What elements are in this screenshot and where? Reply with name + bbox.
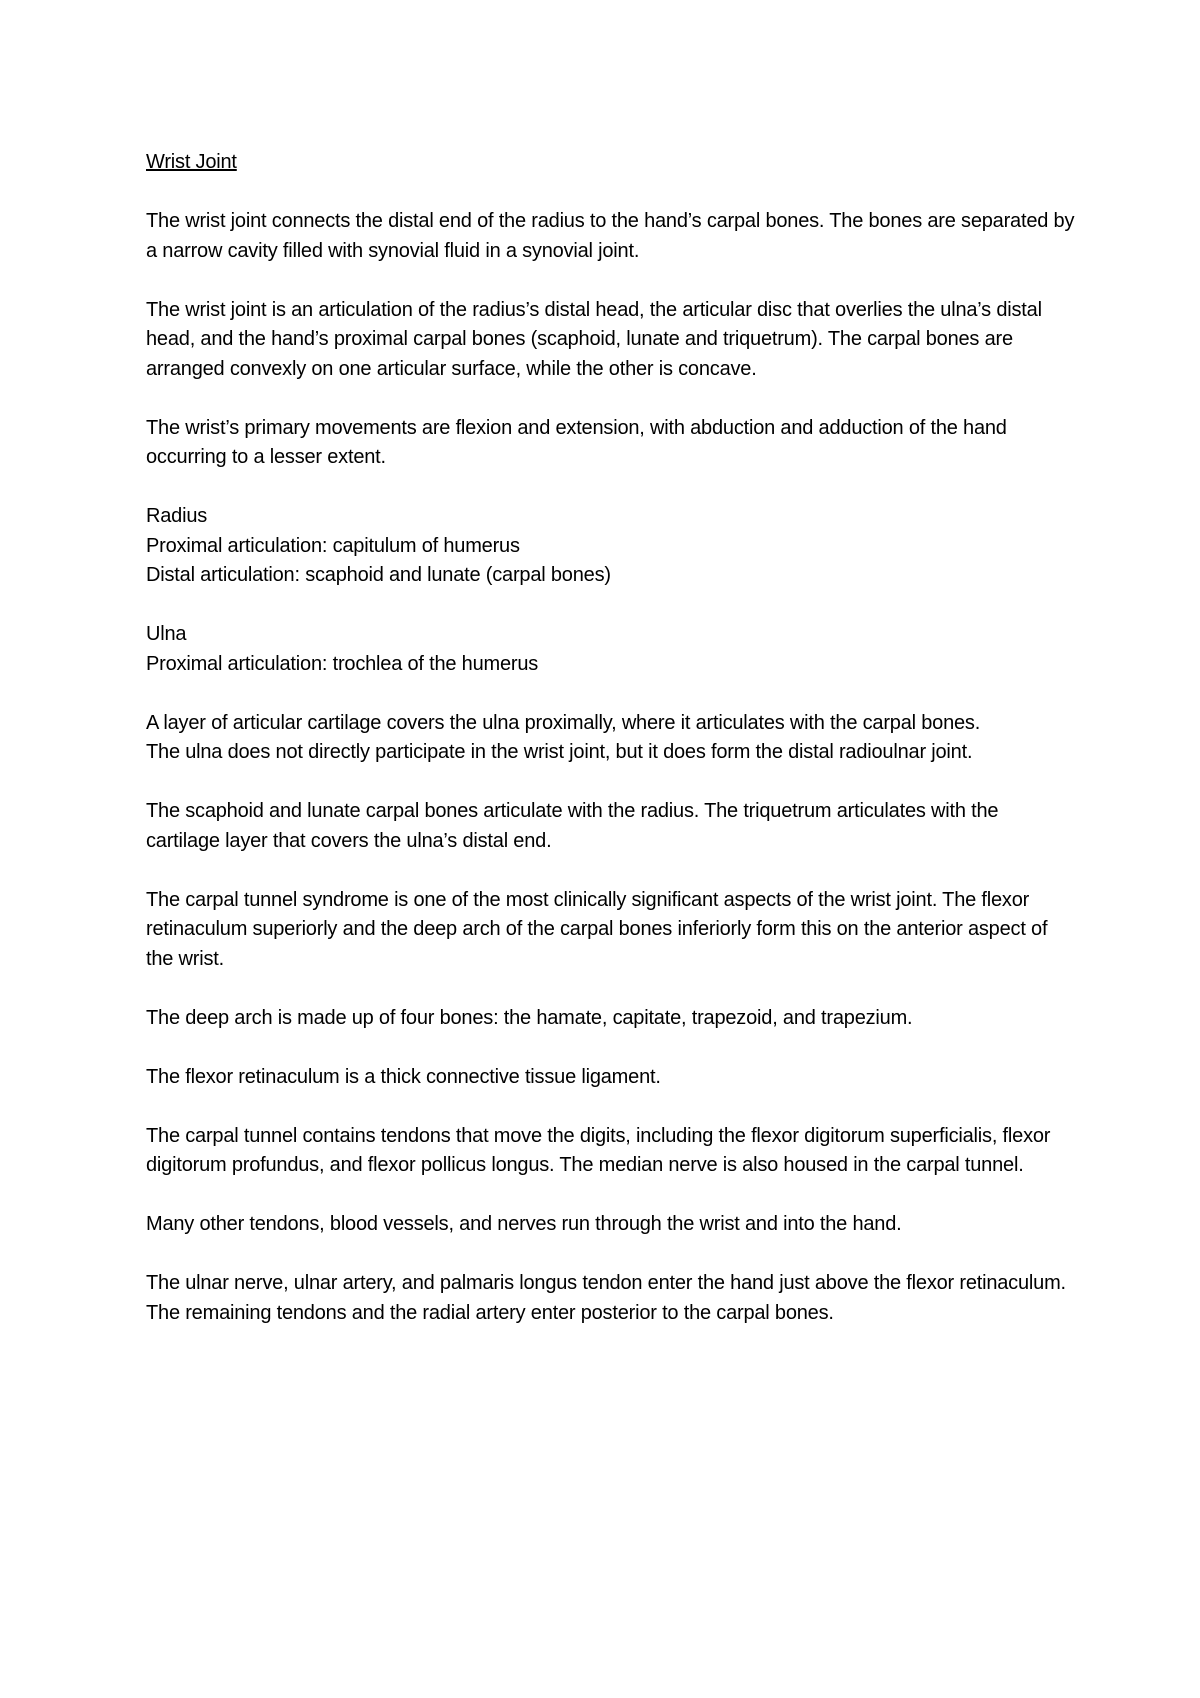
paragraph-line: The ulna does not directly participate in the wrist joint, but it does form the distal radioulnar joint. (146, 741, 973, 763)
paragraph-line: The flexor retinaculum is a thick connective tissue ligament. (146, 1065, 661, 1088)
radius-distal: Distal articulation: scaphoid and lunate (carpal bones) (146, 564, 611, 586)
document-body (146, 148, 1076, 1358)
ulna-proximal: Proximal articulation: trochlea of the humerus (146, 652, 539, 675)
paragraph-cartilage (146, 709, 1076, 768)
paragraph-intro (146, 207, 1076, 266)
paragraph-line: The deep arch is made up of four bones: the hamate, capitate, trapezoid, and trapezium. (146, 1006, 913, 1029)
paragraph-line: The wrist joint is an articulation of the radius’s distal head, the articular disc that overlies the ulna’s distal head, and the hand’s proximal carpal bones (scaphoid, lunate and triquetrum). The carpal bones are arranged convexly on one articular surface, while the other is concave. (146, 298, 1042, 380)
paragraph-carpal-tunnel-syndrome (146, 886, 1076, 975)
paragraph-movements (146, 414, 1076, 473)
document-title: Wrist Joint (146, 151, 237, 173)
paragraph-ulna (146, 620, 1076, 679)
paragraph-flexor-retinaculum (146, 1063, 1076, 1093)
paragraph-line: The wrist joint connects the distal end of the radius to the hand’s carpal bones. The bones are separated by a narrow cavity filled with synovial fluid in a synovial joint. (146, 210, 1075, 262)
paragraph-line: The scaphoid and lunate carpal bones articulate with the radius. The triquetrum articulates with the cartilage layer that covers the ulna’s distal end. (146, 800, 999, 852)
paragraph-line: The ulnar nerve, ulnar artery, and palmaris longus tendon enter the hand just above the flexor retinaculum. The remaining tendons and the radial artery enter posterior to the carpal bones. (146, 1272, 1066, 1324)
paragraph-articulation (146, 296, 1076, 385)
paragraph-line: The wrist’s primary movements are flexion and extension, with abduction and adduction of the hand occurring to a lesser extent. (146, 416, 1007, 468)
paragraph-line: The carpal tunnel contains tendons that move the digits, including the flexor digitorum superficialis, flexor digitorum profundus, and flexor pollicus longus. The median nerve is also housed in the carpal tunnel. (146, 1124, 1051, 1176)
paragraph-scaphoid-lunate (146, 797, 1076, 856)
paragraph-line: A layer of articular cartilage covers the ulna proximally, where it articulates with the carpal bones. (146, 711, 981, 734)
ulna-heading: Ulna (146, 623, 187, 645)
paragraph-radius (146, 502, 1076, 591)
paragraph-carpal-tunnel-contents (146, 1122, 1076, 1181)
radius-heading: Radius (146, 505, 208, 527)
radius-proximal: Proximal articulation: capitulum of humerus (146, 534, 520, 557)
paragraph-line: Many other tendons, blood vessels, and nerves run through the wrist and into the hand. (146, 1213, 902, 1235)
paragraph-line: The carpal tunnel syndrome is one of the most clinically significant aspects of the wrist joint. The flexor retinaculum superiorly and the deep arch of the carpal bones inferiorly form this on the anterior aspect of the wrist. (146, 888, 1048, 970)
paragraph-ulnar-structures (146, 1269, 1076, 1328)
paragraph-other-structures (146, 1210, 1076, 1240)
paragraph-deep-arch (146, 1004, 1076, 1034)
